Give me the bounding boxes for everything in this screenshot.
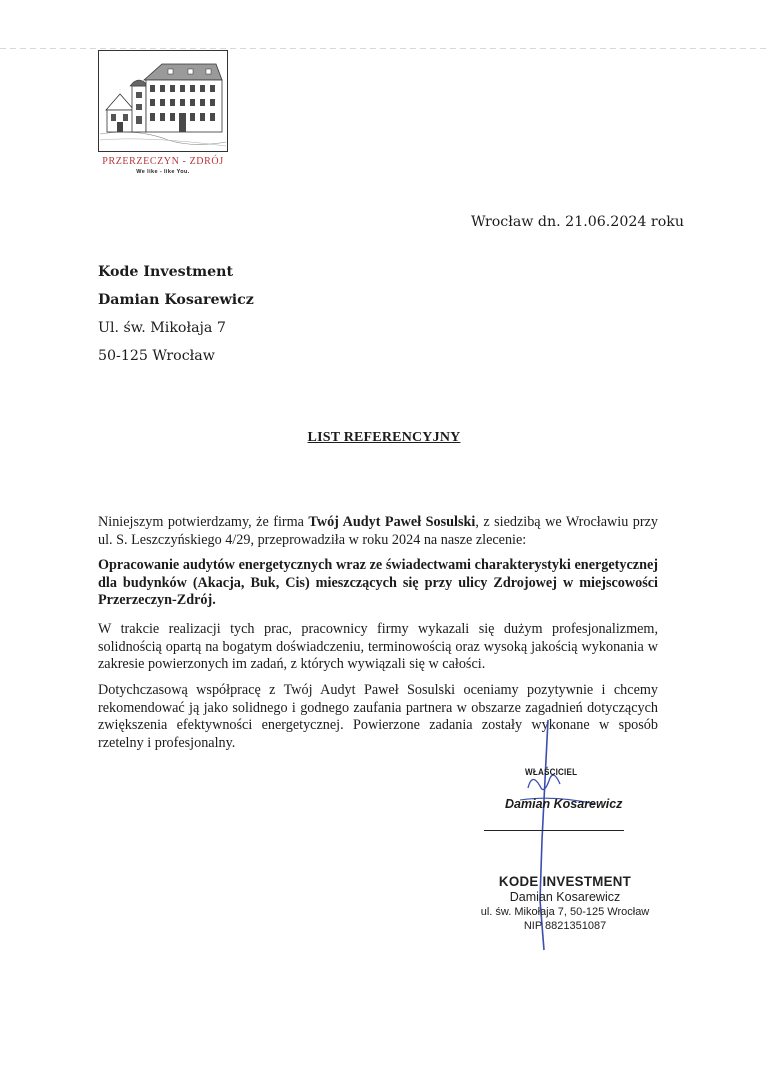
p1-company-name: Twój Audyt Paweł Sosulski <box>308 514 476 530</box>
p1-text-a: Niniejszym potwierdzamy, że firma <box>98 514 309 530</box>
stamp-person: Damian Kosarewicz <box>509 890 621 904</box>
company-stamp <box>465 873 665 932</box>
logo-image <box>98 50 228 152</box>
signature-name: Damian Kosarewicz <box>505 797 623 811</box>
stamp-company: KODE INVESTMENT <box>498 873 632 889</box>
handwritten-signature-icon <box>500 700 640 980</box>
recipient-street: Ul. św. Mikołaja 7 <box>98 320 226 336</box>
building-logo-icon <box>98 50 228 152</box>
signature-role: WŁAŚCICIEL <box>525 767 578 777</box>
logo-tagline: We like - like You. <box>136 169 190 175</box>
signature-line <box>484 830 624 831</box>
stamp-nip: NIP 8821351087 <box>523 920 607 932</box>
body-paragraph-1 <box>98 514 658 549</box>
body-paragraph-3: W trakcie realizacji tych prac, pracownicy firmy wykazali się dużym profesjonalizmem, solidnością opartą na bogatym doświadczeniu, terminowością oraz wysoką jakością wykonania w zakresie powierzonych im zadań, z których wywiązali się w całości. <box>98 621 658 672</box>
logo-name-text: PRZERZECZYN - ZDRÓJ <box>102 156 224 167</box>
letter-title: LIST REFERENCYJNY <box>307 430 461 445</box>
body-paragraph-2: Opracowanie audytów energetycznych wraz ze świadectwami charakterystyki energetycznej dla budynków (Akacja, Buk, Cis) mieszczących się przy ulicy Zdrojowej w miejscowości Przerzeczyn-Zdrój. <box>98 557 658 608</box>
p1-text-b: , z siedzibą we Wrocławiu przy ul. S. Leszczyńskiego 4/29, przeprowadziła w roku 2024 na nasze zlecenie: <box>98 514 658 548</box>
scan-edge-line <box>0 48 768 49</box>
date-line: Wrocław dn. 21.06.2024 roku <box>471 214 684 230</box>
recipient-company: Kode Investment <box>98 264 234 280</box>
recipient-person: Damian Kosarewicz <box>98 292 254 308</box>
body-paragraph-4: Dotychczasową współpracę z Twój Audyt Paweł Sosulski oceniamy pozytywnie i chcemy rekomendować ją jako solidnego i godnego zaufania partnera w obszarze zagadnień dotyczących zwiększenia efektywności energetycznej. Powierzone zadania zostały wykonane w sposób rzetelny i profesjonalny. <box>98 682 658 751</box>
recipient-city: 50-125 Wrocław <box>98 348 215 364</box>
stamp-address: ul. św. Mikołaja 7, 50-125 Wrocław <box>480 906 650 918</box>
